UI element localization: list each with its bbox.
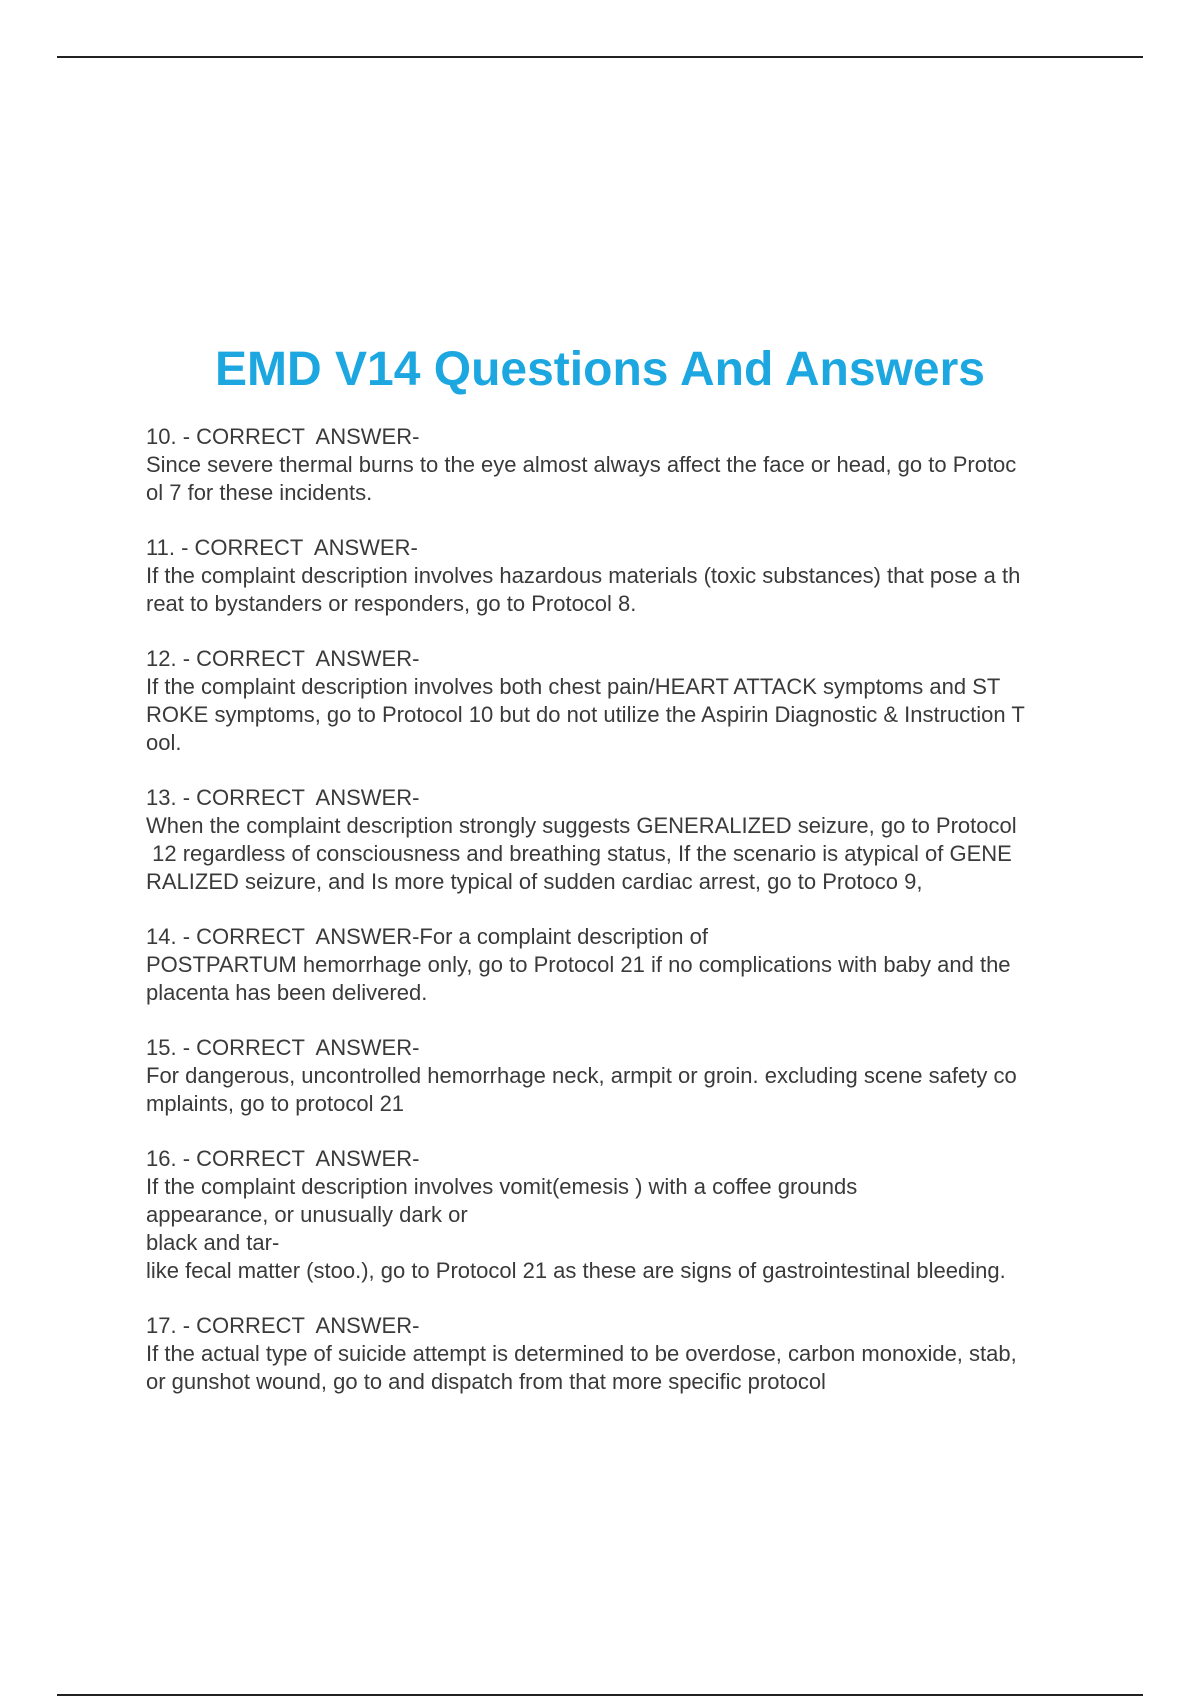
qa-question-line: 11. - CORRECT ANSWER- (146, 535, 418, 560)
bottom-rule (57, 1694, 1143, 1696)
qa-answer-line: appearance, or unusually dark or (146, 1202, 468, 1227)
qa-item (146, 1034, 1096, 1118)
qa-answer-line: ol 7 for these incidents. (146, 480, 373, 505)
qa-answer-line: Since severe thermal burns to the eye almost always affect the face or head, go to Protoc (146, 452, 1017, 477)
qa-item (146, 1145, 1096, 1285)
qa-answer-line: POSTPARTUM hemorrhage only, go to Protocol 21 if no complications with baby and the (146, 952, 1011, 977)
qa-item (146, 1312, 1096, 1396)
qa-answer-line: like fecal matter (stoo.), go to Protocol 21 as these are signs of gastrointestinal bleeding. (146, 1258, 1006, 1283)
qa-answer-line: If the complaint description involves hazardous materials (toxic substances) that pose a th (146, 563, 1021, 588)
qa-item (146, 423, 1096, 507)
qa-question-line: 15. - CORRECT ANSWER- (146, 1035, 420, 1060)
qa-answer-line: 12 regardless of consciousness and breathing status, If the scenario is atypical of GENE (146, 841, 1012, 866)
qa-item (146, 534, 1096, 618)
qa-question-line: 17. - CORRECT ANSWER- (146, 1313, 420, 1338)
qa-answer-line: If the actual type of suicide attempt is determined to be overdose, carbon monoxide, stab, (146, 1341, 1017, 1366)
qa-item (146, 784, 1096, 896)
qa-answer-line: When the complaint description strongly suggests GENERALIZED seizure, go to Protocol (146, 813, 1017, 838)
top-rule (57, 56, 1143, 58)
qa-answer-line: If the complaint description involves vomit(emesis ) with a coffee grounds (146, 1174, 858, 1199)
qa-item (146, 923, 1096, 1007)
qa-answer-line: reat to bystanders or responders, go to Protocol 8. (146, 591, 637, 616)
qa-answer-line: ROKE symptoms, go to Protocol 10 but do not utilize the Aspirin Diagnostic & Instruction T (146, 702, 1025, 727)
qa-item (146, 645, 1096, 757)
qa-answer-line: or gunshot wound, go to and dispatch from that more specific protocol (146, 1369, 826, 1394)
qa-question-line: 10. - CORRECT ANSWER- (146, 424, 420, 449)
qa-answer-line: For dangerous, uncontrolled hemorrhage neck, armpit or groin. excluding scene safety co (146, 1063, 1017, 1088)
qa-answer-line: If the complaint description involves both chest pain/HEART ATTACK symptoms and ST (146, 674, 1001, 699)
page-title: EMD V14 Questions And Answers (215, 343, 985, 396)
qa-answer-line: ool. (146, 730, 182, 755)
qa-question-line: 13. - CORRECT ANSWER- (146, 785, 420, 810)
qa-answer-line: placenta has been delivered. (146, 980, 428, 1005)
qa-answer-line: mplaints, go to protocol 21 (146, 1091, 405, 1116)
qa-answer-line: black and tar- (146, 1230, 280, 1255)
qa-question-line: 14. - CORRECT ANSWER-For a complaint description of (146, 924, 708, 949)
qa-question-line: 12. - CORRECT ANSWER- (146, 646, 420, 671)
qa-list (146, 423, 1096, 1423)
qa-answer-line: RALIZED seizure, and Is more typical of sudden cardiac arrest, go to Protoco 9, (146, 869, 923, 894)
qa-question-line: 16. - CORRECT ANSWER- (146, 1146, 420, 1171)
